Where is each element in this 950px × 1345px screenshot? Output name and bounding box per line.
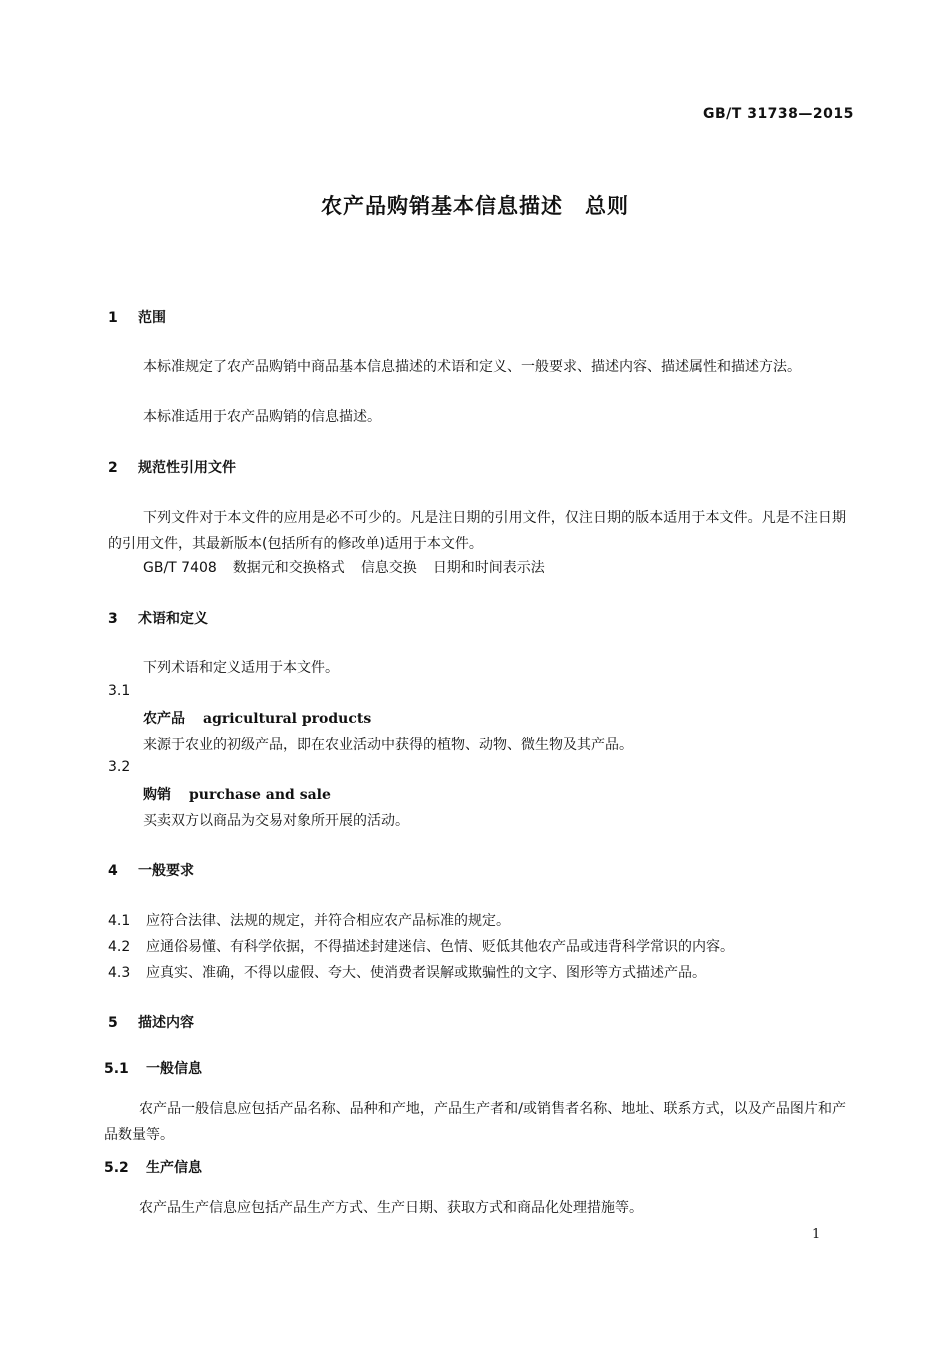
section-title: 一般要求: [138, 863, 194, 879]
section-title: 规范性引用文件: [138, 460, 236, 476]
subsection-5-1-heading: [104, 1058, 202, 1078]
section-2-heading: [108, 457, 236, 477]
term-english: purchase and sale: [189, 787, 331, 803]
section-1-paragraph-1: 本标准规定了农产品购销中商品基本信息描述的术语和定义、一般要求、描述内容、描述属性和描述方法。: [143, 359, 801, 375]
item-text: 应通俗易懂、有科学依据，不得描述封建迷信、色情、贬低其他农产品或违背科学常识的内容。: [146, 939, 734, 955]
item-number: 4.1: [108, 913, 131, 929]
term-definition: 来源于农业的初级产品，即在农业活动中获得的植物、动物、微生物及其产品。: [143, 737, 633, 753]
page-number: 1: [812, 1227, 821, 1242]
normative-reference: [143, 556, 545, 581]
section-number: 1: [108, 310, 118, 326]
item-number: 4.2: [108, 939, 131, 955]
item-text: 应真实、准确，不得以虚假、夸大、使消费者误解或欺骗性的文字、图形等方式描述产品。: [146, 965, 706, 981]
subsection-title: 生产信息: [146, 1160, 202, 1176]
section-1-paragraph-2: 本标准适用于农产品购销的信息描述。: [143, 409, 381, 425]
standard-number: GB/T 31738—2015: [703, 106, 854, 122]
term-english: agricultural products: [203, 711, 372, 727]
section-title: 范围: [138, 310, 166, 326]
section-3-intro: 下列术语和定义适用于本文件。: [143, 660, 339, 676]
requirement-item: [108, 961, 706, 986]
section-5-heading: [108, 1012, 194, 1032]
section-title: 术语和定义: [138, 611, 208, 627]
term-number: 3.2: [108, 759, 131, 775]
term-chinese: 购销: [143, 787, 171, 803]
section-2-paragraph: 下列文件对于本文件的应用是必不可少的。凡是注日期的引用文件，仅注日期的版本适用于本文件。凡是不注日期的引用文件，其最新版本(包括所有的修改单)适用于本文件。: [108, 510, 846, 552]
section-number: 5: [108, 1015, 118, 1031]
term-entry: [143, 784, 331, 804]
section-number: 3: [108, 611, 118, 627]
requirement-item: [108, 935, 734, 960]
subsection-5-2-heading: [104, 1157, 202, 1177]
section-3-heading: [108, 608, 208, 628]
item-text: 应符合法律、法规的规定，并符合相应农产品标准的规定。: [146, 913, 510, 929]
reference-code: GB/T 7408: [143, 560, 217, 576]
reference-title-part-2: 信息交换: [360, 560, 417, 576]
section-title: 描述内容: [138, 1015, 194, 1031]
term-entry: [143, 708, 371, 728]
requirement-item: [108, 909, 510, 934]
section-number: 4: [108, 863, 118, 879]
item-number: 4.3: [108, 965, 131, 981]
document-title: 农产品购销基本信息描述 总则: [321, 194, 629, 218]
subsection-5-1-paragraph: 农产品一般信息应包括产品名称、品种和产地，产品生产者和/或销售者名称、地址、联系方式，以及产品图片和产品数量等。: [104, 1101, 846, 1143]
section-4-heading: [108, 860, 194, 880]
term-number: 3.1: [108, 683, 131, 699]
subsection-number: 5.1: [104, 1061, 129, 1077]
reference-title-part-1: 数据元和交换格式: [232, 560, 345, 576]
subsection-number: 5.2: [104, 1160, 129, 1176]
reference-title-part-3: 日期和时间表示法: [432, 560, 545, 576]
subsection-title: 一般信息: [146, 1061, 202, 1077]
subsection-5-2-paragraph: 农产品生产信息应包括产品生产方式、生产日期、获取方式和商品化处理措施等。: [139, 1200, 643, 1216]
section-1-heading: [108, 307, 166, 327]
term-definition: 买卖双方以商品为交易对象所开展的活动。: [143, 813, 409, 829]
section-number: 2: [108, 460, 118, 476]
term-chinese: 农产品: [143, 711, 185, 727]
